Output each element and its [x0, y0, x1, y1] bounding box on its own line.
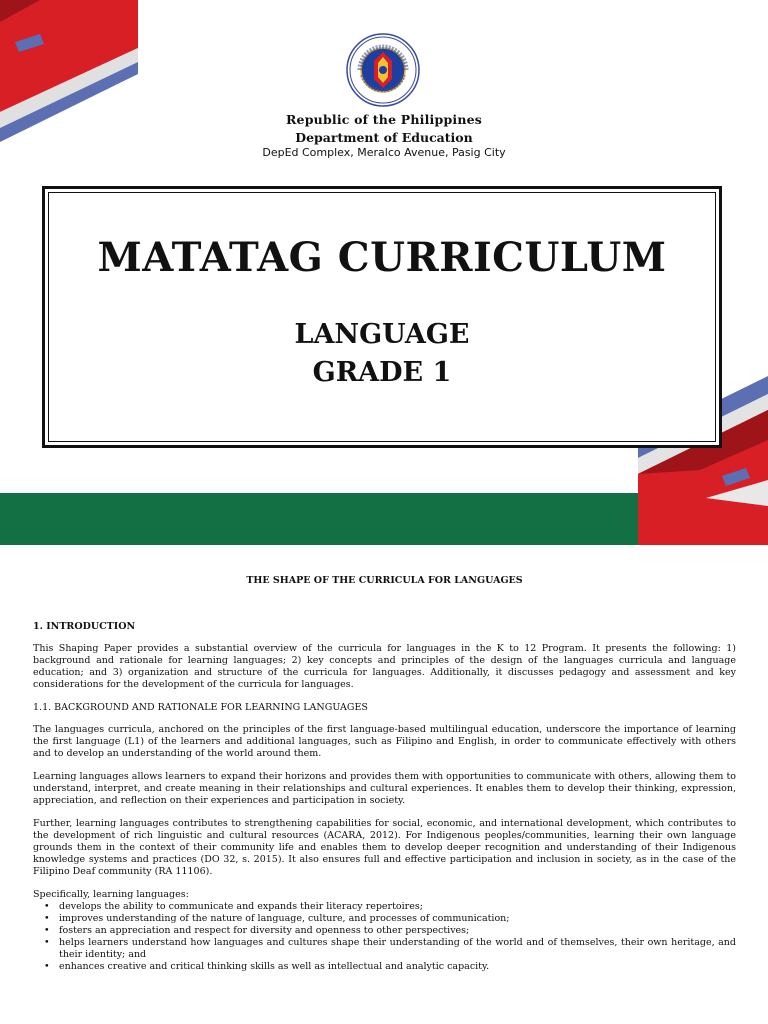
title-box-inner-border	[48, 192, 716, 442]
header-republic: Republic of the Philippines	[285, 112, 483, 127]
list-item: • improves understanding of the nature of language, culture, and processes of communication;	[59, 913, 736, 925]
cover-title: MATATAG CURRICULUM	[97, 234, 667, 281]
header-department: Department of Education	[295, 130, 473, 145]
deped-seal-icon	[346, 33, 420, 107]
section-heading-introduction: 1. INTRODUCTION	[33, 621, 136, 632]
header-address: DepEd Complex, Meralco Avenue, Pasig City	[262, 146, 506, 159]
list-intro: Specifically, learning languages:	[33, 889, 189, 900]
title-box	[42, 186, 722, 448]
list-item: • fosters an appreciation and respect for diversity and openness to other perspectives;	[59, 925, 736, 937]
bullet-list	[33, 901, 736, 973]
list-item: • helps learners understand how languages and cultures shape their understanding of the world and of themselves, their own heritage, and their identity; and	[59, 937, 736, 961]
list-item: • enhances creative and critical thinking skills as well as intellectual and analytic capacity.	[59, 961, 736, 973]
document-body	[33, 575, 736, 973]
section-heading-background: 1.1. BACKGROUND AND RATIONALE FOR LEARNING LANGUAGES	[33, 702, 368, 713]
paragraph-further: Further, learning languages contributes to strengthening capabilities for social, economic, and international development, which contributes to the development of rich linguistic and cultural resources (ACARA, 2012). For Indigenous peoples/communities, learning their own language grounds them in the context of their community life and enables them to develop deeper recognition and understanding of their Indigenous knowledge systems and practices (DO 32, s. 2015). It also ensures full and effective participation and inclusion in society, as in the case of the Filipino Deaf community (RA 11106).	[33, 818, 736, 877]
paragraph-intro: This Shaping Paper provides a substantial overview of the curricula for languages in the K to 12 Program. It presents the following: 1) background and rationale for learning languages; 2) key concepts and principles of the design of the languages curricula and language education; and 3) organization and structure of the curricula for languages. Additionally, it discusses pedagogy and assessment and key considerations for the development of the curricula for languages.	[33, 643, 736, 690]
paragraph-learning-languages: Learning languages allows learners to expand their horizons and provides them with opportunities to communicate with others, allowing them to understand, interpret, and create meaning in their relationships and cultural experiences. It enables them to develop their thinking, expression, appreciation, and reflection on their experiences and participation in society.	[33, 771, 736, 806]
paragraph-languages-curricula: The languages curricula, anchored on the principles of the first language-based multilingual education, underscore the importance of learning the first language (L1) of the learners and additional languages, such as Filipino and English, in order to communicate effectively with others and to develop an understanding of the world around them.	[33, 724, 736, 759]
cover-subject: LANGUAGE	[294, 319, 470, 350]
list-item: • develops the ability to communicate and expands their literacy repertoires;	[59, 901, 736, 913]
document-title: THE SHAPE OF THE CURRICULA FOR LANGUAGES	[246, 575, 523, 586]
cover-grade: GRADE 1	[312, 357, 452, 388]
